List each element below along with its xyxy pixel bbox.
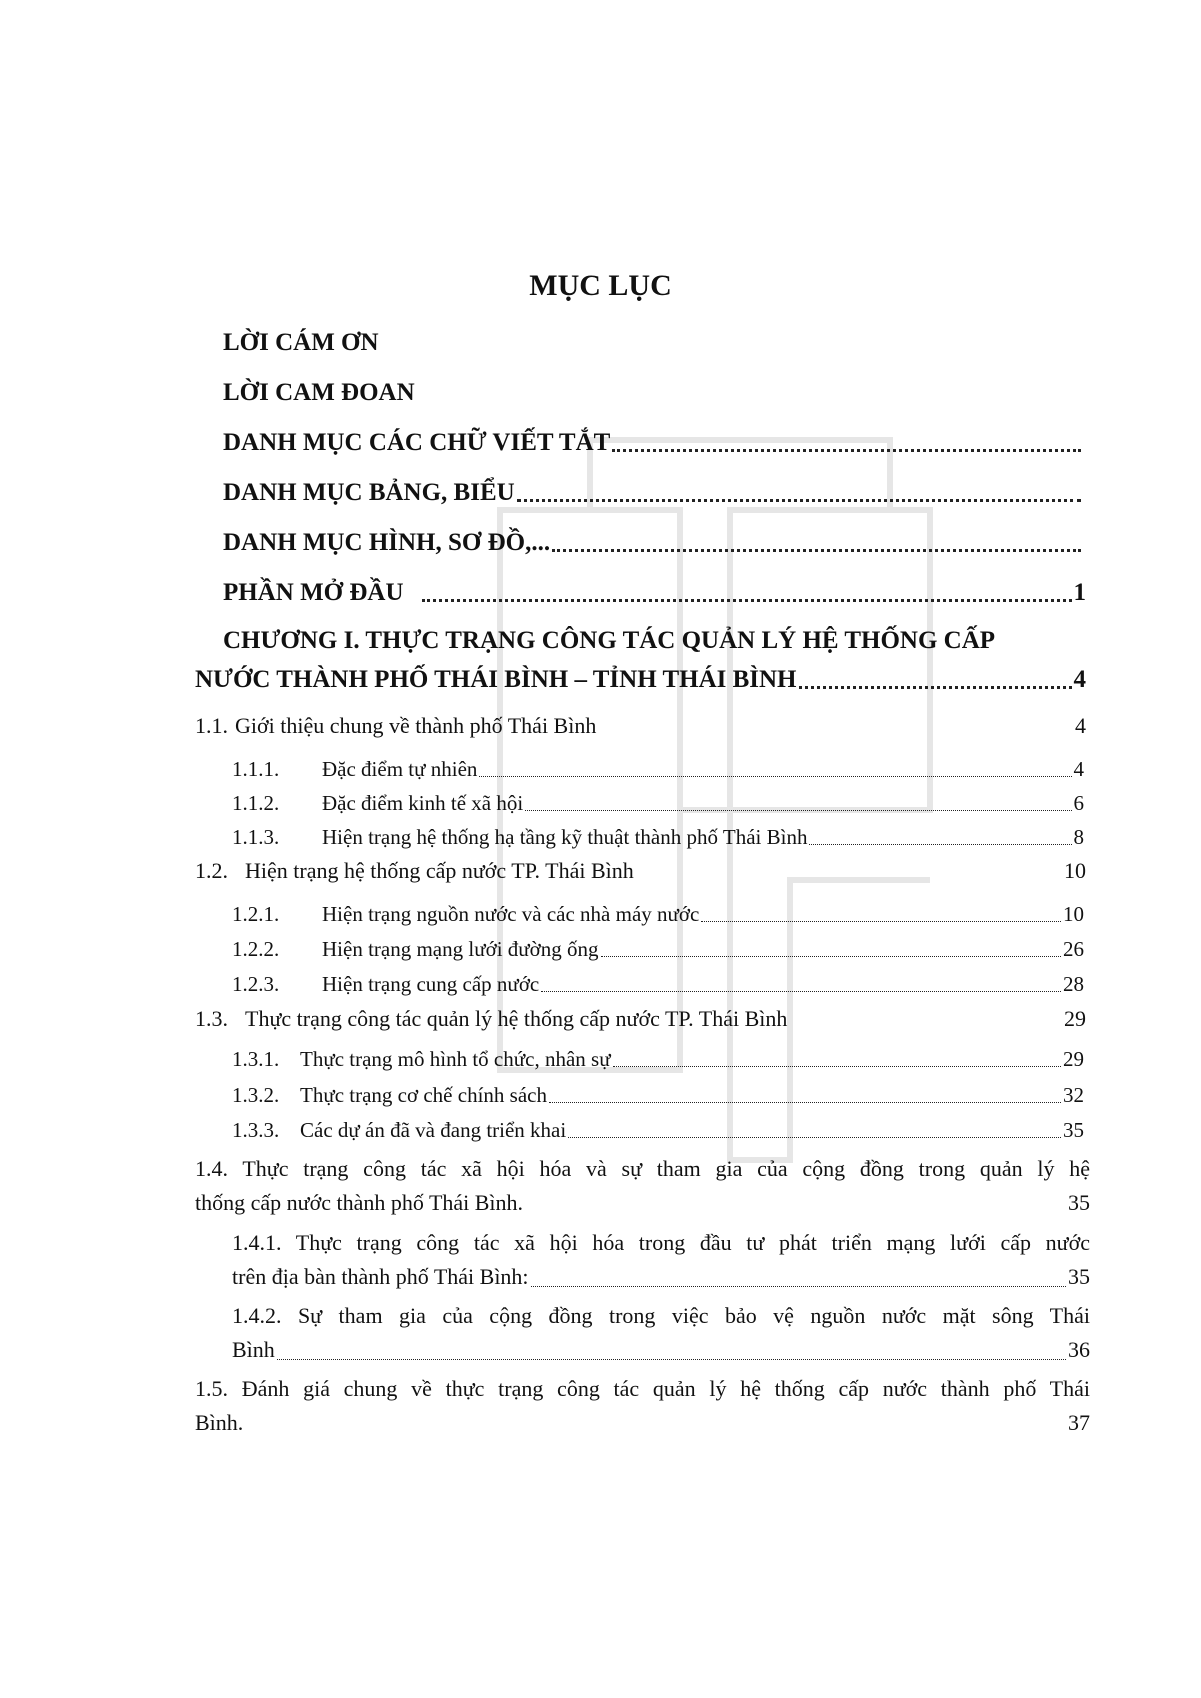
toc-entry-label: Đặc điểm tự nhiên bbox=[322, 757, 478, 781]
toc-entry-label: 1.4.2. Sự tham gia của cộng đồng trong việc bảo vệ nguồn nước mặt sông Thái bbox=[232, 1303, 1090, 1328]
toc-entry-page: 36 bbox=[1068, 1337, 1090, 1362]
toc-entry-page: 26 bbox=[1063, 937, 1084, 961]
toc-entry-label: LỜI CAM ĐOAN bbox=[223, 379, 415, 406]
toc-section-1-1-1[interactable] bbox=[232, 755, 1084, 783]
leader-dots bbox=[612, 449, 1081, 452]
toc-section-1-3-3[interactable] bbox=[232, 1116, 1084, 1144]
toc-section-1-4-1[interactable] bbox=[232, 1226, 1090, 1294]
toc-entry-label: Thực trạng mô hình tổ chức, nhân sự bbox=[300, 1047, 611, 1071]
toc-entry-label: 1.4.1. Thực trạng công tác xã hội hóa trong đầu tư phát triển mạng lưới cấp nước bbox=[232, 1230, 1090, 1255]
leader-dots bbox=[422, 599, 1072, 602]
toc-entry-page: 28 bbox=[1063, 972, 1084, 996]
toc-entry-number: 1.2.1. bbox=[232, 902, 280, 926]
toc-entry-number: 1.2. bbox=[195, 858, 228, 883]
toc-section-1-4[interactable] bbox=[195, 1152, 1090, 1220]
toc-section-1-3-1[interactable] bbox=[232, 1045, 1084, 1073]
leader-dots bbox=[479, 776, 1071, 777]
toc-chapter-1-line1[interactable] bbox=[223, 625, 1086, 657]
toc-section-1-3[interactable] bbox=[195, 1005, 1086, 1033]
toc-entry-page: 37 bbox=[1068, 1410, 1090, 1435]
toc-entry-number: 1.3.2. bbox=[232, 1083, 280, 1107]
toc-entry-label: Hiện trạng hệ thống cấp nước TP. Thái Bình bbox=[245, 858, 634, 883]
toc-entry-number: 1.1. bbox=[195, 713, 228, 738]
toc-entry-page: 29 bbox=[1064, 1006, 1086, 1031]
toc-entry-label: DANH MỤC CÁC CHỮ VIẾT TẮT bbox=[223, 429, 611, 456]
toc-entry-label-cont: Bình bbox=[232, 1337, 275, 1362]
toc-entry-declaration[interactable] bbox=[223, 377, 1083, 409]
toc-entry-page: 32 bbox=[1063, 1083, 1084, 1107]
page-title: MỤC LỤC bbox=[529, 269, 672, 302]
toc-entry-page: 8 bbox=[1073, 825, 1084, 849]
toc-entry-page: 35 bbox=[1068, 1264, 1090, 1289]
leader-dots bbox=[517, 499, 1081, 502]
toc-section-1-3-2[interactable] bbox=[232, 1081, 1084, 1109]
toc-entry-label: 1.4. Thực trạng công tác xã hội hóa và sự tham gia của cộng đồng trong quản lý hệ bbox=[195, 1156, 1090, 1181]
toc-chapter-1-line2[interactable] bbox=[195, 664, 1086, 696]
leader-dots bbox=[277, 1359, 1066, 1360]
toc-section-1-5[interactable] bbox=[195, 1372, 1090, 1440]
toc-entry-figures[interactable] bbox=[223, 527, 1083, 559]
toc-entry-number: 1.3. bbox=[195, 1006, 228, 1031]
toc-entry-page: 1 bbox=[1073, 579, 1086, 606]
toc-entry-label: Hiện trạng mạng lưới đường ống bbox=[322, 937, 599, 961]
leader-dots bbox=[549, 1102, 1061, 1103]
toc-entry-label: Thực trạng cơ chế chính sách bbox=[300, 1083, 547, 1107]
toc-entry-label-cont: thống cấp nước thành phố Thái Bình. bbox=[195, 1190, 524, 1215]
toc-entry-label: DANH MỤC BẢNG, BIỂU bbox=[223, 479, 515, 506]
toc-entry-label: NƯỚC THÀNH PHỐ THÁI BÌNH – TỈNH THÁI BÌNH bbox=[195, 666, 797, 693]
toc-entry-acknowledgement[interactable] bbox=[223, 327, 1083, 359]
toc-section-1-1-2[interactable] bbox=[232, 789, 1084, 817]
toc-entry-page: 10 bbox=[1063, 902, 1084, 926]
toc-entry-page: 29 bbox=[1063, 1047, 1084, 1071]
leader-dots bbox=[552, 549, 1081, 552]
toc-entry-tables[interactable] bbox=[223, 477, 1083, 509]
toc-entry-page: 4 bbox=[1075, 713, 1086, 738]
toc-entry-label: Các dự án đã và đang triển khai bbox=[300, 1118, 567, 1142]
toc-entry-number: 1.1.2. bbox=[232, 791, 280, 815]
toc-entry-label: 1.5. Đánh giá chung về thực trạng công tác quản lý hệ thống cấp nước thành phố Thái bbox=[195, 1376, 1090, 1401]
toc-entry-page: 35 bbox=[1068, 1190, 1090, 1215]
toc-entry-label: Hiện trạng cung cấp nước bbox=[322, 972, 540, 996]
leader-dots bbox=[809, 844, 1071, 845]
toc-entry-label: Giới thiệu chung về thành phố Thái Bình bbox=[235, 713, 597, 738]
toc-entry-page: 4 bbox=[1073, 757, 1084, 781]
toc-entry-label-cont: trên địa bàn thành phố Thái Bình: bbox=[232, 1264, 529, 1289]
toc-entry-label: DANH MỤC HÌNH, SƠ ĐỒ,... bbox=[223, 529, 551, 556]
toc-section-1-2-1[interactable] bbox=[232, 900, 1084, 928]
toc-entry-label: Hiện trạng nguồn nước và các nhà máy nước bbox=[322, 902, 700, 926]
toc-section-1-2-2[interactable] bbox=[232, 935, 1084, 963]
leader-dots bbox=[525, 810, 1071, 811]
toc-entry-number: 1.2.2. bbox=[232, 937, 280, 961]
toc-section-1-1[interactable] bbox=[195, 712, 1086, 740]
leader-dots bbox=[568, 1137, 1061, 1138]
leader-dots bbox=[531, 1286, 1066, 1287]
leader-dots bbox=[613, 1066, 1061, 1067]
toc-entry-abbreviations[interactable] bbox=[223, 427, 1083, 459]
leader-dots bbox=[701, 921, 1061, 922]
toc-entry-label-cont: Bình. bbox=[195, 1410, 244, 1435]
toc-section-1-2-3[interactable] bbox=[232, 970, 1084, 998]
leader-dots bbox=[601, 956, 1061, 957]
toc-section-1-1-3[interactable] bbox=[232, 823, 1084, 851]
toc-entry-label: CHƯƠNG I. THỰC TRẠNG CÔNG TÁC QUẢN LÝ HỆ THỐNG CẤP bbox=[223, 627, 996, 654]
toc-entry-introduction[interactable] bbox=[223, 577, 1086, 609]
toc-section-1-2[interactable] bbox=[195, 857, 1086, 885]
leader-dots bbox=[541, 991, 1061, 992]
toc-entry-page: 4 bbox=[1073, 666, 1086, 693]
toc-entry-label: Hiện trạng hệ thống hạ tầng kỹ thuật thành phố Thái Bình bbox=[322, 825, 808, 849]
toc-entry-number: 1.1.3. bbox=[232, 825, 280, 849]
toc-entry-page: 10 bbox=[1064, 858, 1086, 883]
toc-entry-label: Đặc điểm kinh tế xã hội bbox=[322, 791, 524, 815]
toc-entry-number: 1.2.3. bbox=[232, 972, 280, 996]
toc-section-1-4-2[interactable] bbox=[232, 1299, 1090, 1367]
toc-entry-page: 35 bbox=[1063, 1118, 1084, 1142]
toc-entry-number: 1.1.1. bbox=[232, 757, 280, 781]
leader-dots bbox=[799, 686, 1072, 689]
toc-entry-label: PHẦN MỞ ĐẦU bbox=[223, 579, 404, 606]
toc-entry-page: 6 bbox=[1073, 791, 1084, 815]
toc-entry-label: Thực trạng công tác quản lý hệ thống cấp nước TP. Thái Bình bbox=[245, 1006, 788, 1031]
toc-entry-number: 1.3.1. bbox=[232, 1047, 280, 1071]
toc-entry-label: LỜI CÁM ƠN bbox=[223, 329, 379, 356]
toc-entry-number: 1.3.3. bbox=[232, 1118, 280, 1142]
